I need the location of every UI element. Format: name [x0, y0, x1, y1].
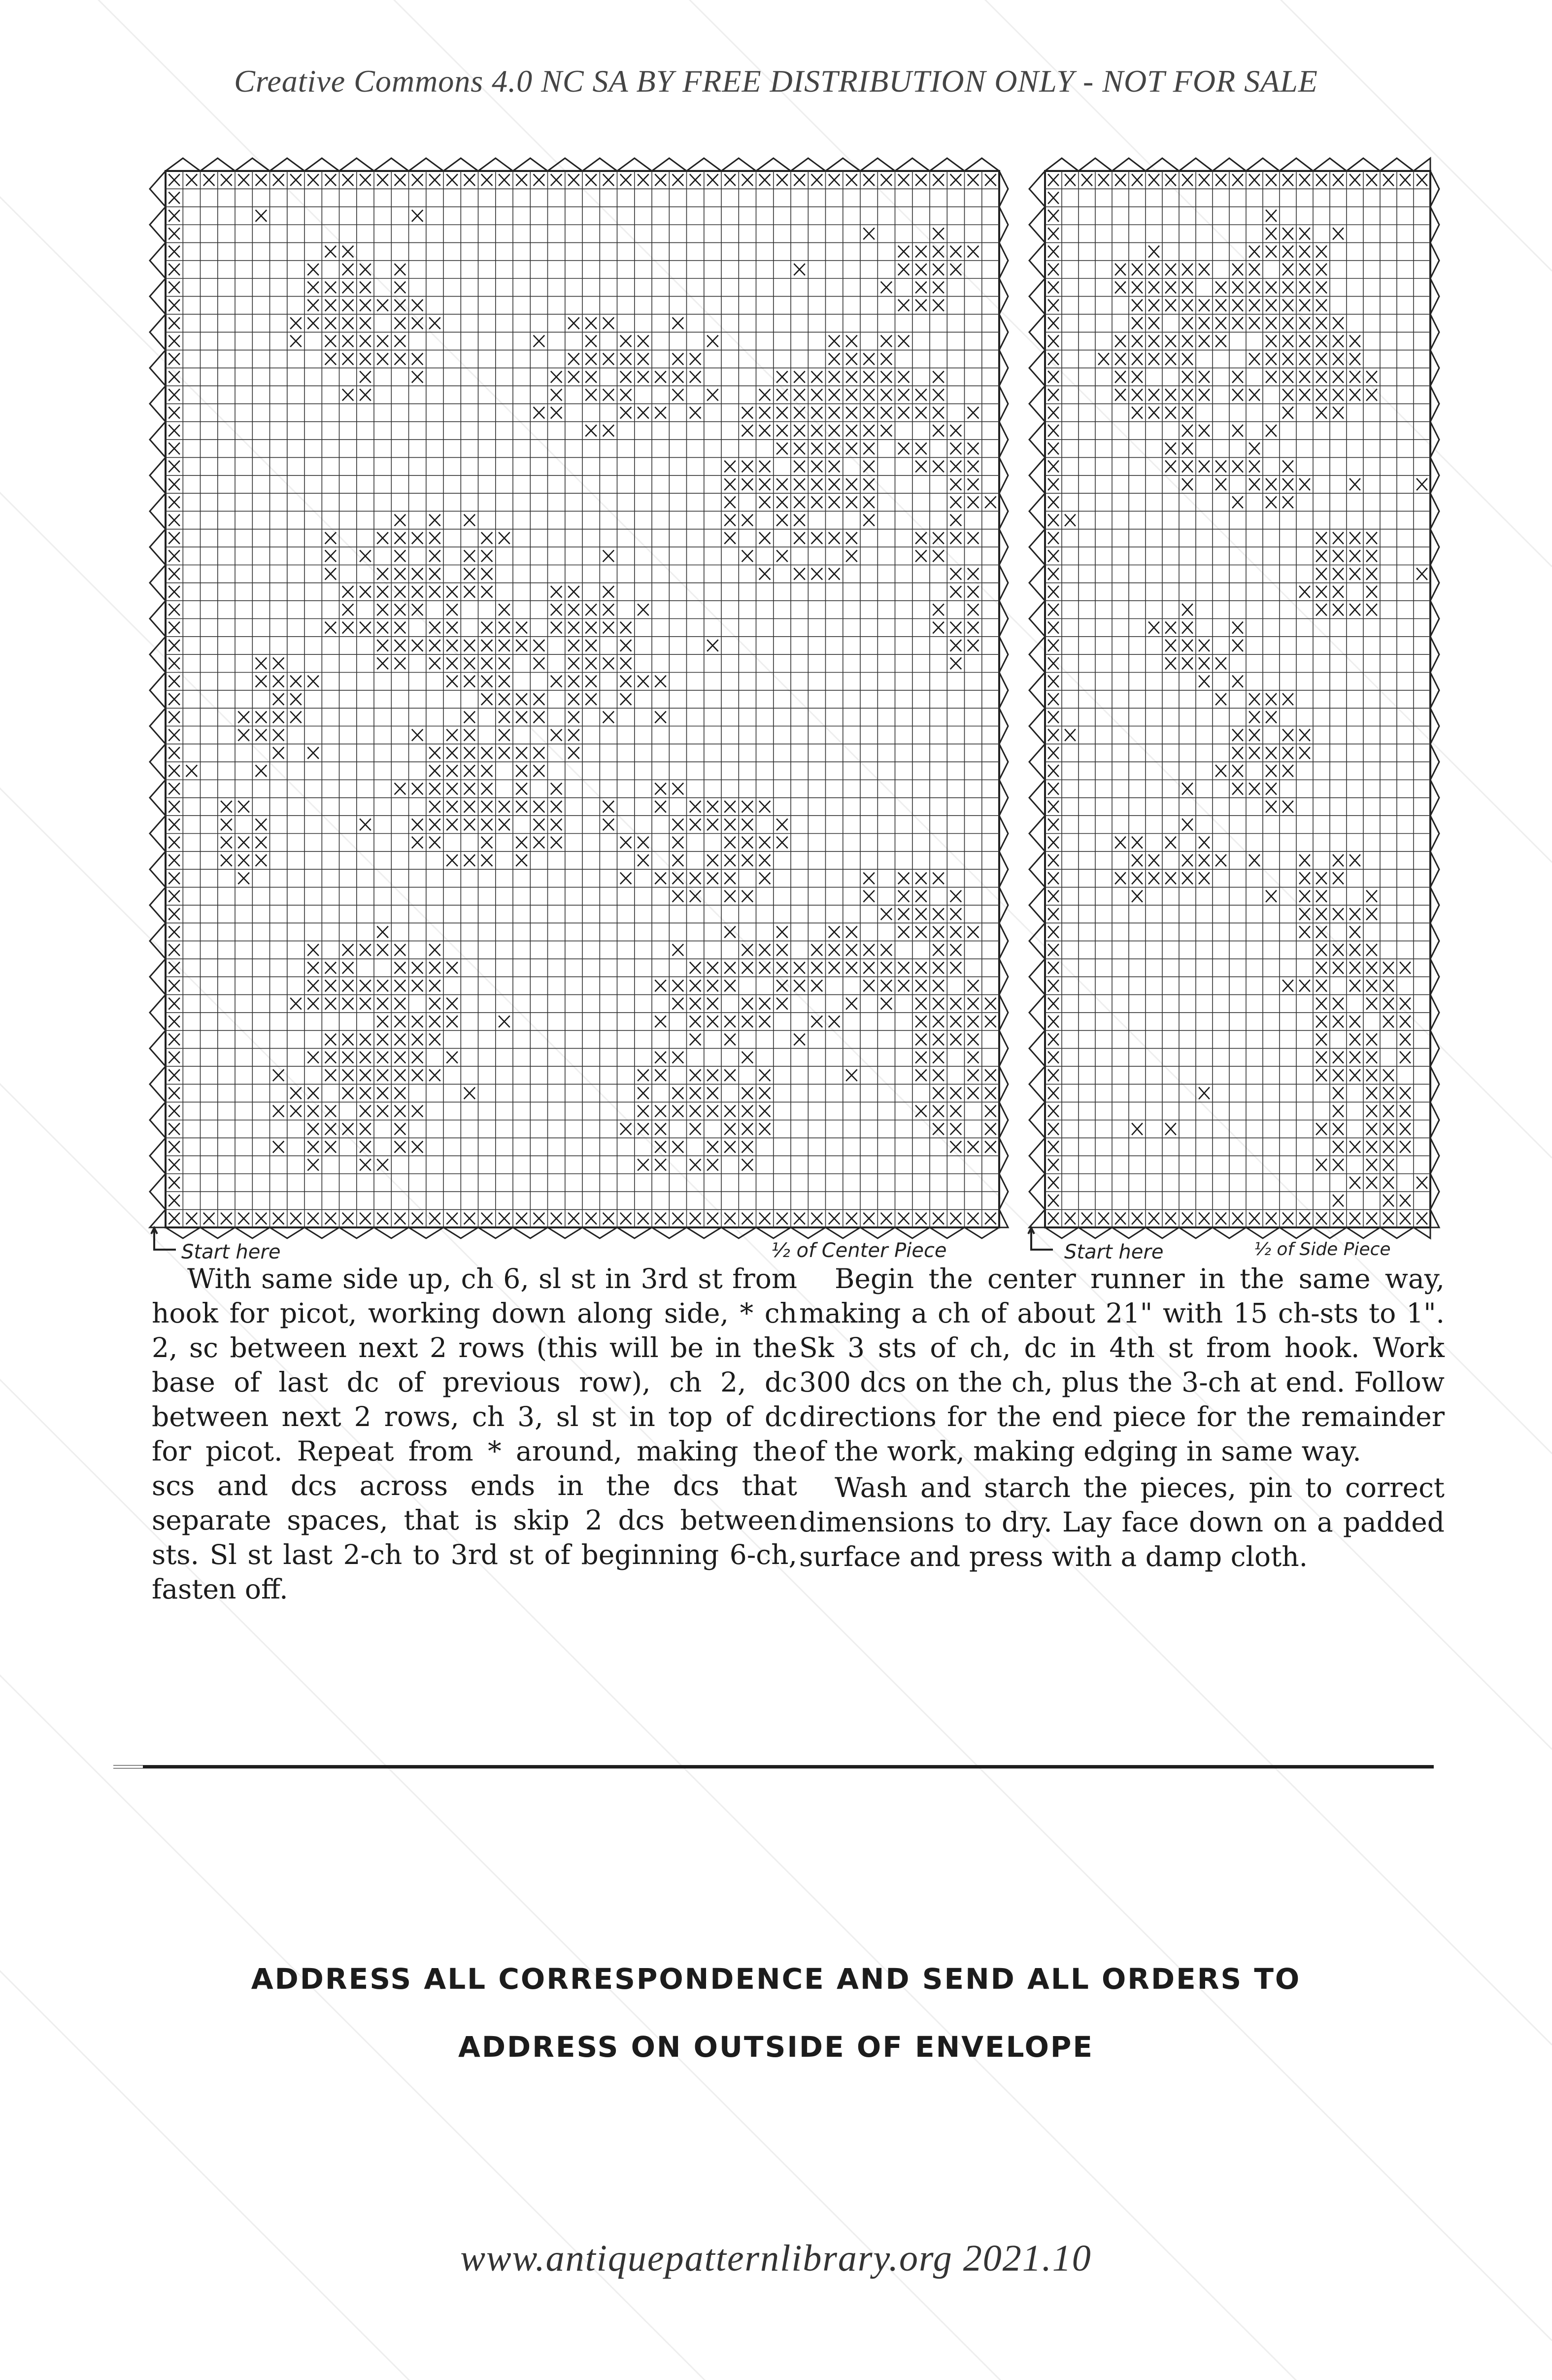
side-start-label: Start here	[1064, 1241, 1164, 1263]
center-piece-chart	[143, 150, 1010, 1249]
divider-rule	[113, 1765, 1434, 1768]
instruction-paragraph: With same side up, ch 6, sl st in 3rd st from hook for picot, working down along side, * ch 2, sc between next 2 rows (this will be in the base of last dc of previous row), ch 2, dc between next 2 rows, ch 3, sl st in top of dc for picot. Repeat from * around, making the scs and dcs across ends in the dcs that separate spaces, that is skip 2 dcs between sts. Sl st last 2-ch to 3rd st of beginning 6-ch, fasten off.	[152, 1263, 797, 1605]
license-header: Creative Commons 4.0 NC SA BY FREE DISTRIBUTION ONLY - NOT FOR SALE	[234, 64, 1318, 99]
side-end-label: ½ of Side Piece	[1254, 1239, 1391, 1259]
footer-notice-line-1: ADDRESS ALL CORRESPONDENCE AND SEND ALL ORDERS TO	[251, 1962, 1301, 1996]
center-piece-grid	[143, 150, 1010, 1249]
instruction-paragraph: Wash and starch the pieces, pin to correct dimensions to dry. Lay face down on a padded surface and press with a damp cloth.	[799, 1472, 1445, 1572]
start-arrow-icon	[1027, 1226, 1057, 1256]
footer-url: www.antiquepatternlibrary.org 2021.10	[460, 2238, 1092, 2279]
instructions-left-column	[152, 1261, 797, 1606]
side-piece-grid	[1022, 150, 1441, 1249]
center-end-label: ½ of Center Piece	[771, 1239, 947, 1262]
center-start-label: Start here	[181, 1241, 281, 1263]
instruction-paragraph: Begin the center runner in the same way, making a ch of about 21" with 15 ch-sts to 1". Sk 3 sts of ch, dc in 4th st from hook. Work 300 dcs on the ch, plus the 3-ch at end. Follow directions for the end piece for the remainder of the work, making edging in same way.	[799, 1263, 1445, 1467]
instructions-right-column	[799, 1261, 1445, 1574]
start-arrow-icon	[150, 1226, 180, 1256]
divider-gap	[113, 1766, 143, 1768]
footer-notice-line-2: ADDRESS ON OUTSIDE OF ENVELOPE	[458, 2030, 1094, 2064]
side-piece-chart	[1022, 150, 1441, 1249]
